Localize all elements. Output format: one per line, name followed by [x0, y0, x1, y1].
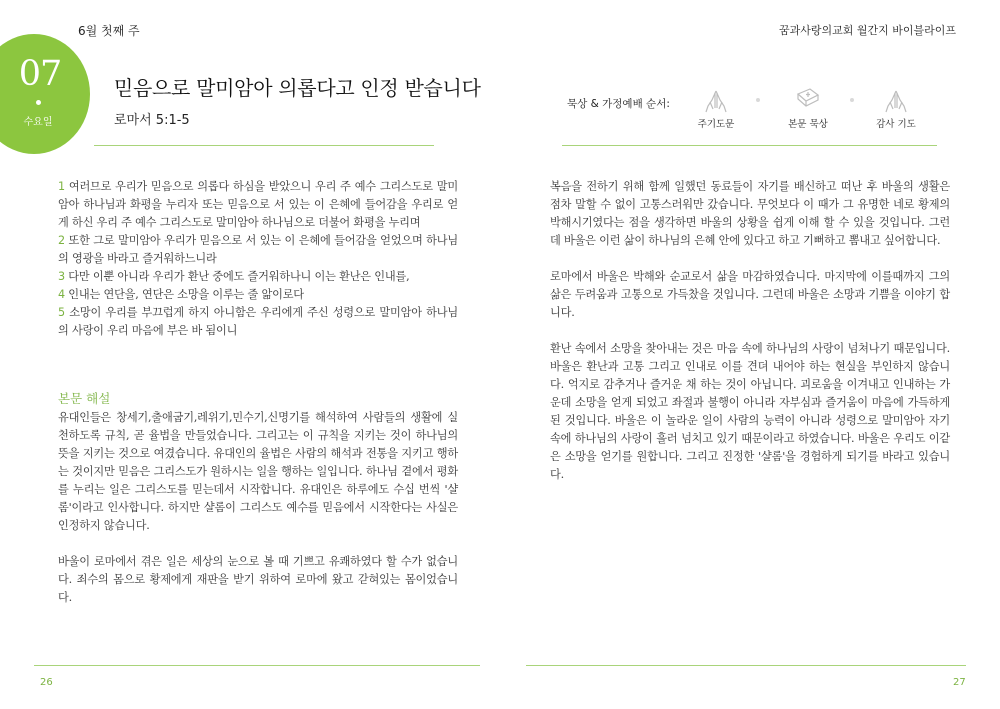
- badge-dot: [36, 100, 41, 105]
- verse-text: 다만 이뿐 아니라 우리가 환난 중에도 즐거워하나니 이는 환난은 인내를,: [64, 270, 410, 283]
- worship-step-3-label: 감사 기도: [876, 119, 916, 130]
- commentary-paragraph: 유대인들은 창세기,출애굽기,레위기,민수기,신명기를 해석하여 사람들의 생활에 실천하도록 규칙, 곧 율법을 만들었습니다. 그리고는 이 규칙을 지키는 것이 하나님의 뜻을 지키는 것으로 여겼습니다. 유대인의 율법은 사람의 해석과 전통을 지키고 행하는 것이지만 믿음은 그리스도가 원하시는 일을 행하는 일입니다. 하나님 곁에서 평화를 누리는 일은 그리스도를 믿는데서 시작합니다. 유대인은 하루에도 수십 번씩 '샬롬'이라고 인사합니다. 하지만 샬롬이 그리스도 예수를 믿음에서 시작한다는 사실은 인정하지 않습니다.: [58, 411, 458, 532]
- scripture-text: [58, 178, 458, 340]
- footer-divider-left: [34, 665, 480, 666]
- verse-number: 4: [58, 288, 65, 301]
- day-number: 07: [18, 54, 62, 94]
- worship-divider: [562, 145, 937, 146]
- verse-number: 3: [58, 270, 65, 283]
- step-separator: [850, 98, 854, 102]
- verse: [58, 178, 458, 232]
- verse-number: 1: [58, 180, 65, 193]
- verse: [58, 304, 458, 340]
- worship-step-2-label: 본문 묵상: [788, 119, 828, 130]
- verse-number: 5: [58, 306, 65, 319]
- page-number-right: 27: [953, 677, 966, 688]
- verse-text: 여러므로 우리가 믿음으로 의롭다 하심을 받았으니 우리 주 예수 그리스도로 말미암아 하나님과 화평을 누리자 또는 믿음으로 서 있는 이 은혜에 들어감을 우리로 얻게 하신 우리 주 예수 그리스도로 말미암아 하나님으로 더불어 화평을 누리며: [58, 180, 458, 229]
- verse: [58, 232, 458, 268]
- verse: [58, 268, 458, 286]
- page-title: 믿음으로 말미암아 의롭다고 인정 받습니다: [114, 76, 481, 100]
- verse-number: 2: [58, 234, 65, 247]
- verse-text: 또한 그로 말미암아 우리가 믿음으로 서 있는 이 은혜에 들어감을 얻었으며 하나님의 영광을 바라고 즐거워하느니라: [58, 234, 458, 265]
- bible-book-icon: [794, 86, 822, 112]
- title-divider: [94, 145, 434, 146]
- praying-hands-icon: [702, 88, 730, 114]
- verse-text: 인내는 연단을, 연단은 소망을 이루는 줄 앎이로다: [64, 288, 304, 301]
- commentary-right: [550, 178, 950, 484]
- step-separator: [756, 98, 760, 102]
- week-label: 6월 첫째 주: [78, 24, 140, 38]
- commentary-paragraph: 바울이 로마에서 겪은 일은 세상의 눈으로 볼 때 기쁘고 유쾌하였다 할 수가 없습니다. 죄수의 몸으로 황제에게 재판을 받기 위하여 로마에 왔고 갇혀있는 몸이었습니다.: [58, 555, 458, 604]
- footer-divider-right: [526, 665, 966, 666]
- praying-hands-icon: [882, 88, 910, 114]
- day-badge: [0, 34, 90, 154]
- worship-order-label: 묵상 & 가정예배 순서:: [567, 98, 670, 110]
- worship-step-1-label: 주기도문: [697, 119, 735, 130]
- weekday-label: 수요일: [23, 117, 53, 128]
- commentary-left: [58, 409, 458, 607]
- commentary-paragraph: 환난 속에서 소망을 찾아내는 것은 마음 속에 하나님의 사랑이 넘쳐나기 때문입니다. 바울은 환난과 고통 그리고 인내로 이를 견뎌 내어야 하는 현실을 부인하지 않습니다. 억지로 감추거나 즐거운 채 하는 것이 아닙니다. 괴로움을 이겨내고 인내하는 가운데 소망을 얻게 되었고 좌절과 불행이 아니라 자부심과 즐거움이 마음에 가득하게 된 것입니다. 바울은 이 놀라운 일이 사람의 능력이 아니라 성령으로 말미암아 자기 속에 하나님의 사랑이 흘러 넘치고 있기 때문이라고 하였습니다. 바울은 우리도 이같은 소망을 얻기를 원합니다. 그리고 진정한 '샬롬'을 경험하게 되기를 바라고 있습니다.: [550, 342, 950, 481]
- magazine-title: 꿈과사랑의교회 월간지 바이블라이프: [778, 24, 956, 37]
- verse-text: 소망이 우리를 부끄럽게 하지 아니함은 우리에게 주신 성령으로 말미암아 하나님의 사랑이 우리 마음에 부은 바 됨이니: [58, 306, 458, 337]
- commentary-paragraph: 복음을 전하기 위해 함께 일했던 동료들이 자기를 배신하고 떠난 후 바울의 생활은 점차 말할 수 없이 고통스러워만 갔습니다. 무엇보다 이 때가 그 유명한 네로 황제의 박해시기였다는 점을 생각하면 바울의 상황을 쉽게 이해 할 수 있을 것입니다. 그런데 바울은 이런 삶이 하나님의 은혜 안에 있다고 하고 기뻐하고 뽐내고 싶어합니다.: [550, 180, 950, 247]
- commentary-paragraph: 로마에서 바울은 박해와 순교로서 삶을 마감하였습니다. 마지막에 이를때까지 그의 삶은 두려움과 고통으로 가득찼을 것입니다. 그런데 바울은 소망과 기쁨을 이야기 합니다.: [550, 270, 950, 319]
- verse: [58, 286, 458, 304]
- scripture-reference: 로마서 5:1-5: [114, 113, 190, 128]
- page-number-left: 26: [40, 677, 53, 688]
- commentary-heading: 본문 해설: [58, 391, 111, 406]
